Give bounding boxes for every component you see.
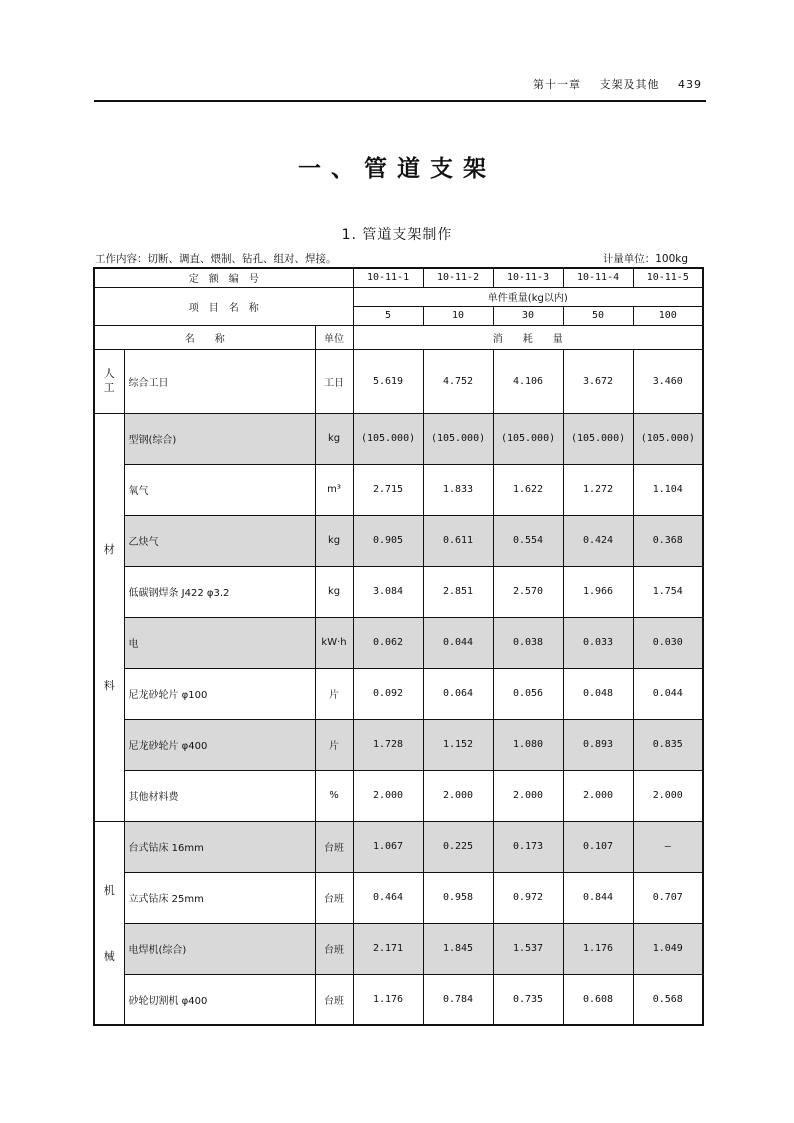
item-value: 0.044 bbox=[633, 668, 703, 719]
item-unit: 工日 bbox=[315, 349, 353, 413]
weight-header-row bbox=[94, 287, 703, 306]
table-row bbox=[94, 923, 703, 974]
item-value: 1.152 bbox=[423, 719, 493, 770]
item-name: 电 bbox=[124, 617, 315, 668]
column-header-row bbox=[94, 325, 703, 349]
name-column-header: 名 称 bbox=[94, 325, 315, 349]
item-value: (105.000) bbox=[563, 413, 633, 464]
item-unit: 片 bbox=[315, 719, 353, 770]
item-name: 电焊机(综合) bbox=[124, 923, 315, 974]
item-value: 2.000 bbox=[493, 770, 563, 821]
weight-value: 10 bbox=[423, 306, 493, 325]
item-value: 3.672 bbox=[563, 349, 633, 413]
item-value: 0.225 bbox=[423, 821, 493, 872]
item-value: 0.464 bbox=[353, 872, 423, 923]
quota-table bbox=[93, 267, 704, 1026]
quota-code: 10-11-1 bbox=[353, 268, 423, 287]
page-number: 439 bbox=[678, 78, 702, 91]
item-name: 台式钻床 16mm bbox=[124, 821, 315, 872]
item-value: 4.106 bbox=[493, 349, 563, 413]
item-value: 2.715 bbox=[353, 464, 423, 515]
item-name: 其他材料费 bbox=[124, 770, 315, 821]
header-rule bbox=[94, 100, 706, 102]
table-row bbox=[94, 464, 703, 515]
item-value: 0.062 bbox=[353, 617, 423, 668]
running-head bbox=[519, 76, 702, 92]
item-value: 0.554 bbox=[493, 515, 563, 566]
item-value: 2.570 bbox=[493, 566, 563, 617]
item-value: 1.049 bbox=[633, 923, 703, 974]
table-row bbox=[94, 515, 703, 566]
item-value: 2.000 bbox=[423, 770, 493, 821]
measurement-unit-note: 计量单位：100kg bbox=[602, 253, 688, 265]
quota-code-row bbox=[94, 268, 703, 287]
quota-code: 10-11-5 bbox=[633, 268, 703, 287]
category-label-bottom: 械 bbox=[103, 949, 115, 963]
quota-code: 10-11-3 bbox=[493, 268, 563, 287]
category-label-bottom: 料 bbox=[103, 679, 115, 692]
item-name: 低碳钢焊条 J422 φ3.2 bbox=[124, 566, 315, 617]
item-unit: 台班 bbox=[315, 923, 353, 974]
item-name-label: 项 目 名 称 bbox=[94, 287, 353, 325]
item-unit: % bbox=[315, 770, 353, 821]
item-value: 0.064 bbox=[423, 668, 493, 719]
item-name: 氧气 bbox=[124, 464, 315, 515]
item-value: 0.568 bbox=[633, 974, 703, 1025]
item-value: 1.754 bbox=[633, 566, 703, 617]
item-value: — bbox=[633, 821, 703, 872]
item-value: 2.000 bbox=[633, 770, 703, 821]
item-value: 2.171 bbox=[353, 923, 423, 974]
unit-column-header: 单位 bbox=[315, 325, 353, 349]
weight-value: 30 bbox=[493, 306, 563, 325]
table-row bbox=[94, 413, 703, 464]
chapter-label: 第十一章 bbox=[533, 78, 581, 91]
item-value: 1.176 bbox=[353, 974, 423, 1025]
category-label-top: 机 bbox=[103, 883, 115, 897]
item-unit: 台班 bbox=[315, 821, 353, 872]
item-value: 0.844 bbox=[563, 872, 633, 923]
item-value: 2.851 bbox=[423, 566, 493, 617]
item-value: 0.424 bbox=[563, 515, 633, 566]
work-content-note: 工作内容：切断、调直、煨制、钻孔、组对、焊接。 bbox=[95, 253, 337, 265]
table-row bbox=[94, 974, 703, 1025]
weight-value: 100 bbox=[633, 306, 703, 325]
quota-code: 10-11-2 bbox=[423, 268, 493, 287]
table-row bbox=[94, 668, 703, 719]
item-value: (105.000) bbox=[493, 413, 563, 464]
table-row bbox=[94, 566, 703, 617]
table-row bbox=[94, 872, 703, 923]
item-value: 1.080 bbox=[493, 719, 563, 770]
item-value: 2.000 bbox=[563, 770, 633, 821]
item-value: (105.000) bbox=[353, 413, 423, 464]
item-unit: 片 bbox=[315, 668, 353, 719]
item-value: 3.084 bbox=[353, 566, 423, 617]
item-unit: m³ bbox=[315, 464, 353, 515]
item-value: 1.104 bbox=[633, 464, 703, 515]
item-value: 1.622 bbox=[493, 464, 563, 515]
item-unit: 台班 bbox=[315, 872, 353, 923]
item-value: 1.833 bbox=[423, 464, 493, 515]
item-value: 0.107 bbox=[563, 821, 633, 872]
item-value: 0.608 bbox=[563, 974, 633, 1025]
consumption-column-header: 消 耗 量 bbox=[353, 325, 703, 349]
item-unit: kg bbox=[315, 413, 353, 464]
item-unit: kW·h bbox=[315, 617, 353, 668]
item-value: 0.611 bbox=[423, 515, 493, 566]
table-row bbox=[94, 821, 703, 872]
item-name: 乙炔气 bbox=[124, 515, 315, 566]
item-value: 1.537 bbox=[493, 923, 563, 974]
quota-code: 10-11-4 bbox=[563, 268, 633, 287]
item-value: 0.905 bbox=[353, 515, 423, 566]
item-value: 1.966 bbox=[563, 566, 633, 617]
item-name: 砂轮切割机 φ400 bbox=[124, 974, 315, 1025]
item-value: 3.460 bbox=[633, 349, 703, 413]
item-name: 型钢(综合) bbox=[124, 413, 315, 464]
item-value: 0.038 bbox=[493, 617, 563, 668]
item-unit: kg bbox=[315, 515, 353, 566]
category-labor bbox=[94, 349, 124, 413]
item-value: 0.707 bbox=[633, 872, 703, 923]
item-unit: kg bbox=[315, 566, 353, 617]
item-value: 0.033 bbox=[563, 617, 633, 668]
item-value: 1.728 bbox=[353, 719, 423, 770]
item-value: 0.893 bbox=[563, 719, 633, 770]
table-row bbox=[94, 349, 703, 413]
category-label-top: 材 bbox=[103, 543, 115, 556]
table-row bbox=[94, 719, 703, 770]
item-value: 0.092 bbox=[353, 668, 423, 719]
item-value: 1.176 bbox=[563, 923, 633, 974]
item-value: 1.272 bbox=[563, 464, 633, 515]
page-title: 一、管道支架 bbox=[298, 156, 496, 182]
item-value: 0.835 bbox=[633, 719, 703, 770]
quota-code-label: 定 额 编 号 bbox=[94, 268, 353, 287]
table-row bbox=[94, 770, 703, 821]
category-materials bbox=[94, 413, 124, 821]
item-value: 0.056 bbox=[493, 668, 563, 719]
table-row bbox=[94, 617, 703, 668]
item-value: 2.000 bbox=[353, 770, 423, 821]
weight-label: 单件重量(kg以内) bbox=[353, 287, 703, 306]
weight-value: 5 bbox=[353, 306, 423, 325]
category-label: 人工 bbox=[103, 367, 115, 394]
item-value: (105.000) bbox=[633, 413, 703, 464]
item-value: 0.173 bbox=[493, 821, 563, 872]
item-unit: 台班 bbox=[315, 974, 353, 1025]
item-value: 0.784 bbox=[423, 974, 493, 1025]
section-subtitle: 1. 管道支架制作 bbox=[341, 227, 453, 243]
section-label: 支架及其他 bbox=[599, 78, 660, 91]
item-value: 0.044 bbox=[423, 617, 493, 668]
item-value: 4.752 bbox=[423, 349, 493, 413]
item-name: 综合工日 bbox=[124, 349, 315, 413]
item-name: 尼龙砂轮片 φ100 bbox=[124, 668, 315, 719]
item-name: 立式钻床 25mm bbox=[124, 872, 315, 923]
item-value: 5.619 bbox=[353, 349, 423, 413]
item-value: 0.958 bbox=[423, 872, 493, 923]
weight-value: 50 bbox=[563, 306, 633, 325]
item-value: 0.030 bbox=[633, 617, 703, 668]
item-value: 1.845 bbox=[423, 923, 493, 974]
item-value: 0.972 bbox=[493, 872, 563, 923]
category-machinery bbox=[94, 821, 124, 1025]
item-value: 0.368 bbox=[633, 515, 703, 566]
item-name: 尼龙砂轮片 φ400 bbox=[124, 719, 315, 770]
item-value: (105.000) bbox=[423, 413, 493, 464]
item-value: 1.067 bbox=[353, 821, 423, 872]
item-value: 0.048 bbox=[563, 668, 633, 719]
item-value: 0.735 bbox=[493, 974, 563, 1025]
